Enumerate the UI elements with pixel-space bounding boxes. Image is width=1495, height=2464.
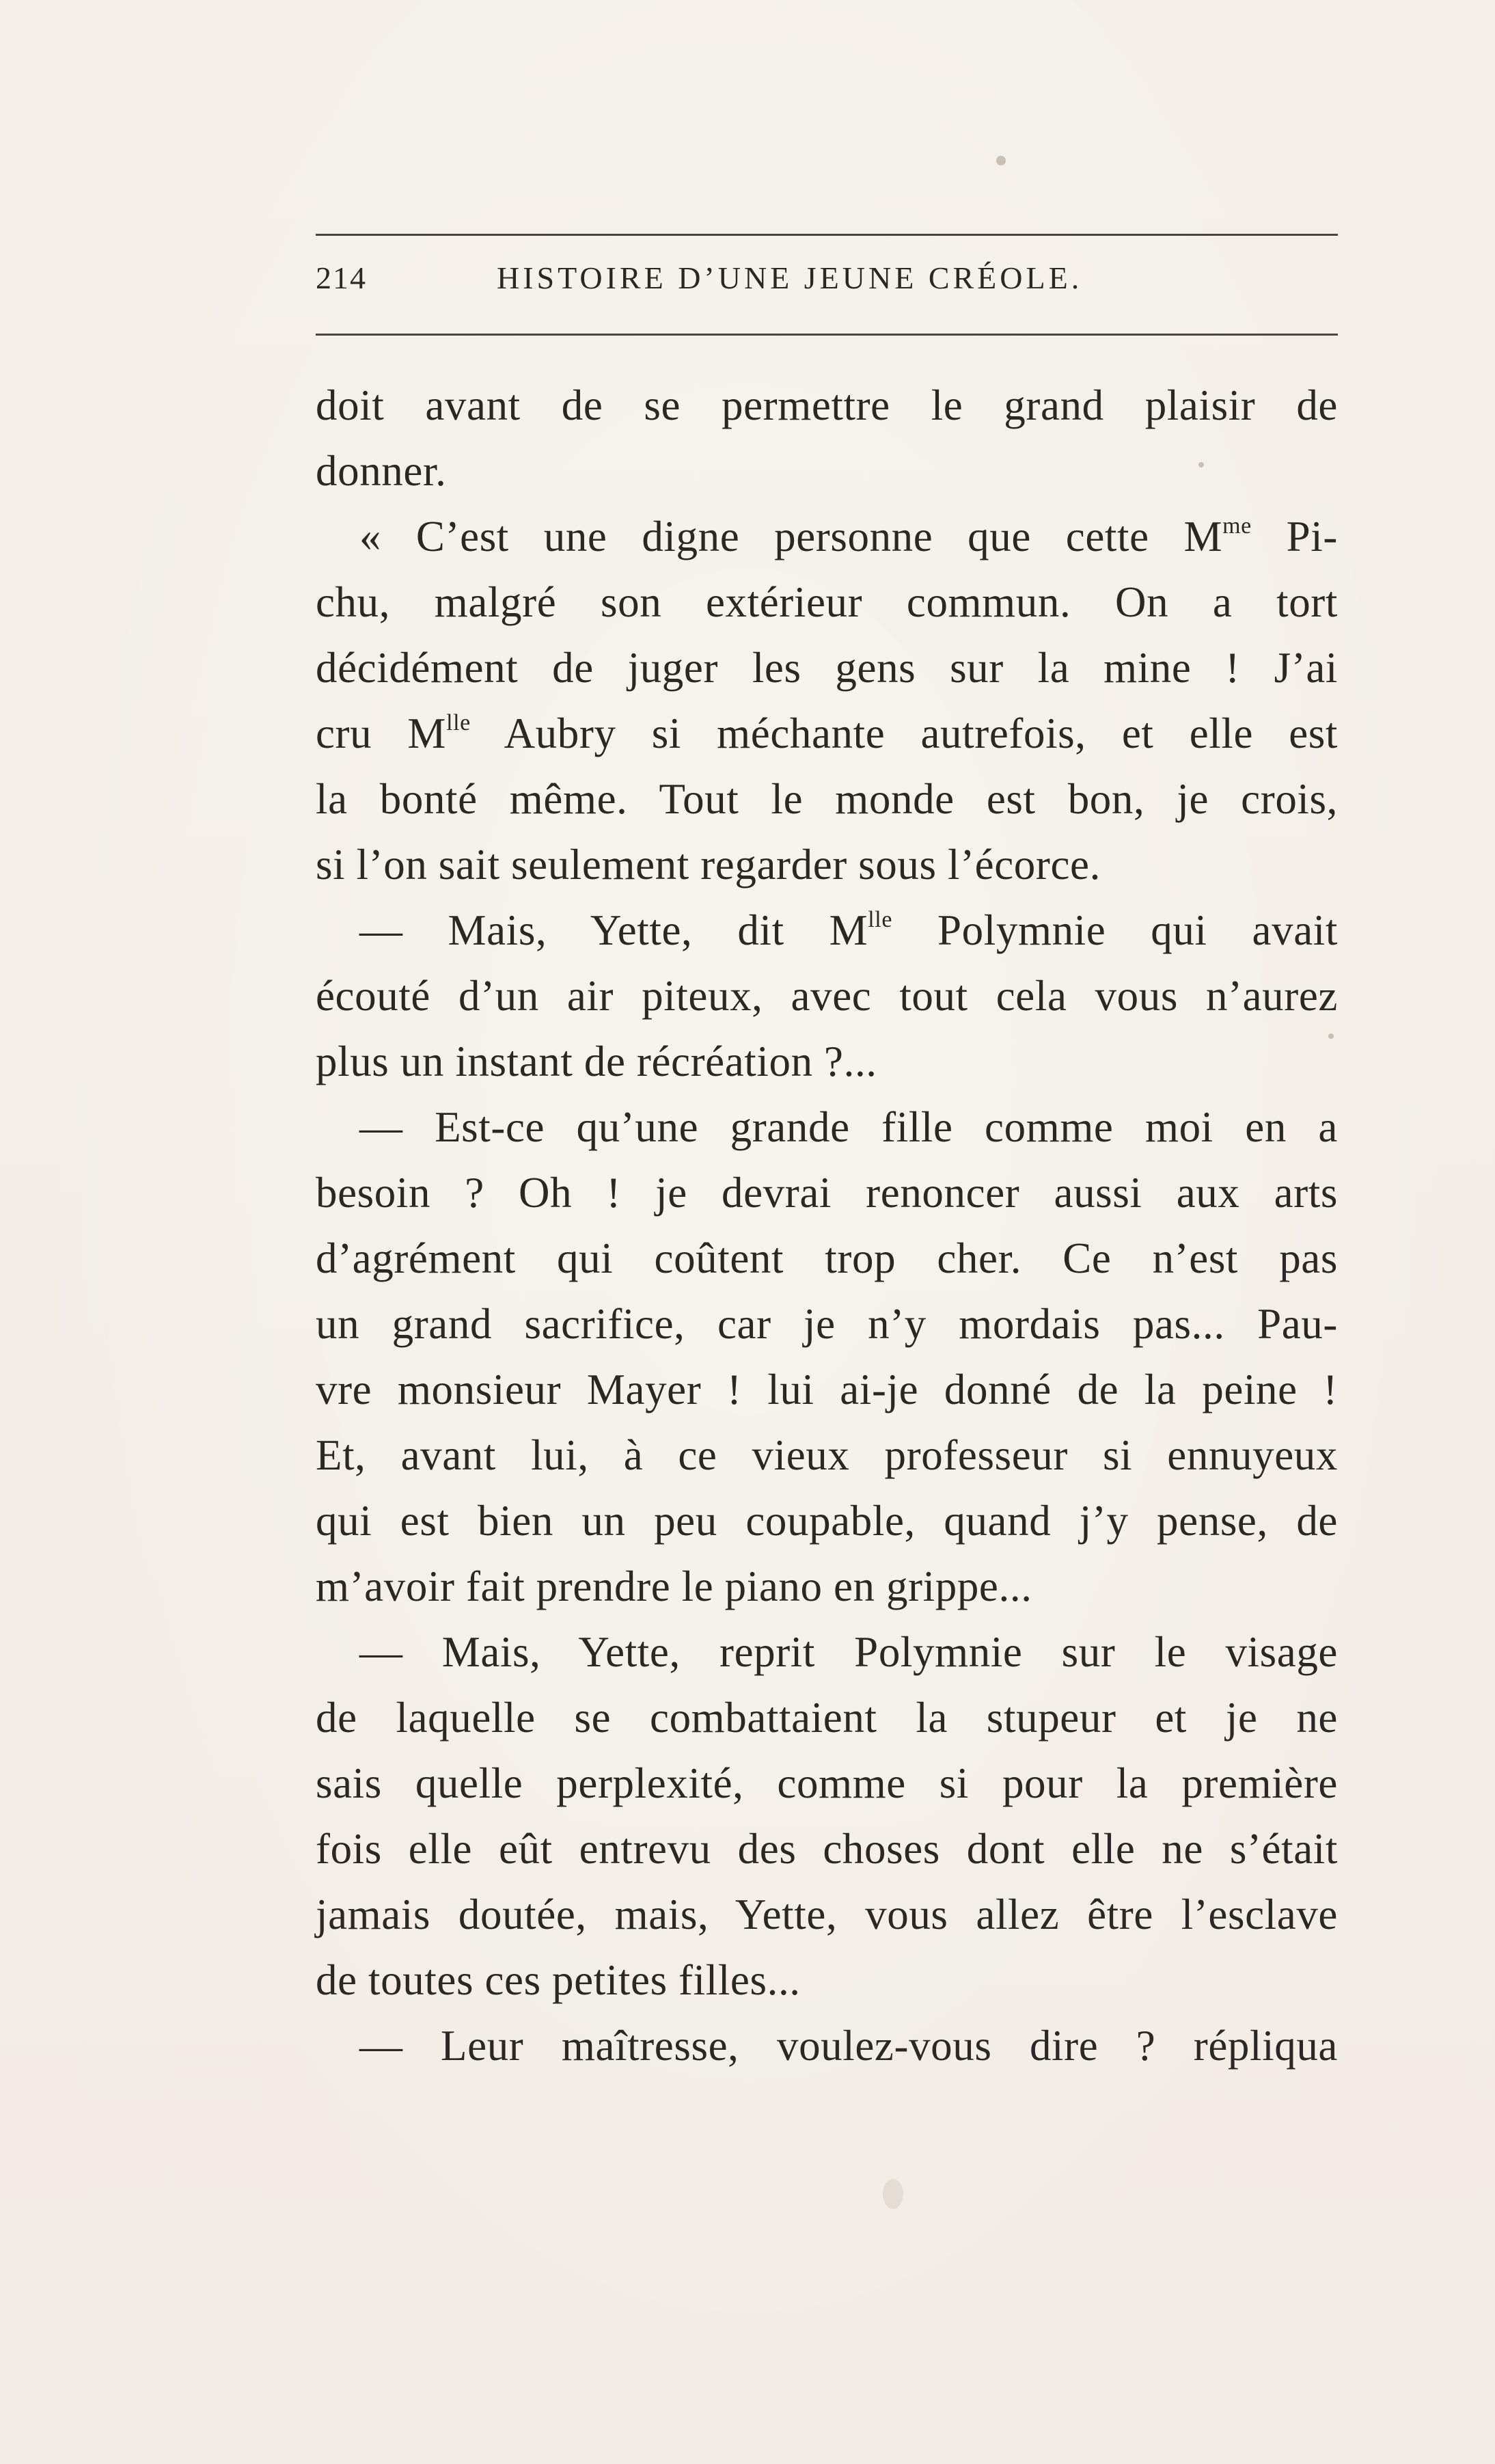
text-line: de laquelle se combattaient la stupeur et je ne xyxy=(316,1694,1338,1742)
superscript: me xyxy=(1222,513,1252,539)
text-line: vre monsieur Mayer ! lui ai-je donné de la peine ! xyxy=(316,1366,1338,1413)
text-line: sais quelle perplexité, comme si pour la première xyxy=(316,1759,1338,1807)
text-line: qui est bien un peu coupable, quand j’y pense, de xyxy=(316,1497,1338,1545)
text-line: écouté d’un air piteux, avec tout cela vous n’aurez xyxy=(316,972,1338,1020)
text-line: plus un instant de récréation ?... xyxy=(316,1038,877,1085)
text-line: — Est-ce qu’une grande fille comme moi en a xyxy=(359,1103,1338,1151)
text-line: m’avoir fait prendre le piano en grippe... xyxy=(316,1562,1032,1610)
text-line: fois elle eût entrevu des choses dont elle ne s’était xyxy=(316,1825,1338,1873)
text-line: décidément de juger les gens sur la mine ! J’ai xyxy=(316,644,1338,692)
running-title: HISTOIRE D’UNE JEUNE CRÉOLE. xyxy=(497,260,1083,295)
text-line: cru $M^{lle}$ Aubry si méchante autrefois, et elle est xyxy=(316,709,1339,757)
paper-speck xyxy=(883,2179,903,2209)
header-bottom-rule xyxy=(316,334,1338,336)
text-line: donner. xyxy=(316,447,447,495)
paper-speck xyxy=(996,156,1006,165)
running-header xyxy=(316,260,1338,314)
text-line: un grand sacrifice, car je n’y mordais pas... Pau- xyxy=(316,1300,1338,1348)
text-line: la bonté même. Tout le monde est bon, je crois, xyxy=(316,775,1338,823)
text-line: — Mais, Yette, reprit Polymnie sur le visage xyxy=(359,1628,1338,1676)
text-line: besoin ? Oh ! je devrai renoncer aussi aux arts xyxy=(316,1169,1338,1217)
header-top-rule xyxy=(316,234,1338,236)
page-number: 214 xyxy=(316,260,367,295)
superscript: lle xyxy=(868,907,893,932)
text-line: chu, malgré son extérieur commun. On a tort xyxy=(316,578,1338,626)
text-line: de toutes ces petites filles... xyxy=(316,1956,801,2004)
text-line: — Mais, Yette, dit $M^{lle}$ Polymnie qui avait xyxy=(359,906,1338,954)
text-line: — Leur maîtresse, voulez-vous dire ? répliqua xyxy=(359,2022,1338,2070)
text-line: Et, avant lui, à ce vieux professeur si ennuyeux xyxy=(316,1431,1338,1479)
paper-speck xyxy=(1198,462,1204,468)
text-line: « C’est une digne personne que cette $M^{me}$ Pi- xyxy=(359,513,1338,560)
body-text xyxy=(316,373,1338,2079)
text-line: doit avant de se permettre le grand plaisir de xyxy=(316,381,1338,429)
text-line: d’agrément qui coûtent trop cher. Ce n’est pas xyxy=(316,1234,1338,1282)
paper-speck xyxy=(1328,1033,1334,1039)
text-line: si l’on sait seulement regarder sous l’écorce. xyxy=(316,841,1101,889)
superscript: lle xyxy=(446,710,471,735)
text-line: jamais doutée, mais, Yette, vous allez être l’esclave xyxy=(316,1891,1338,1938)
